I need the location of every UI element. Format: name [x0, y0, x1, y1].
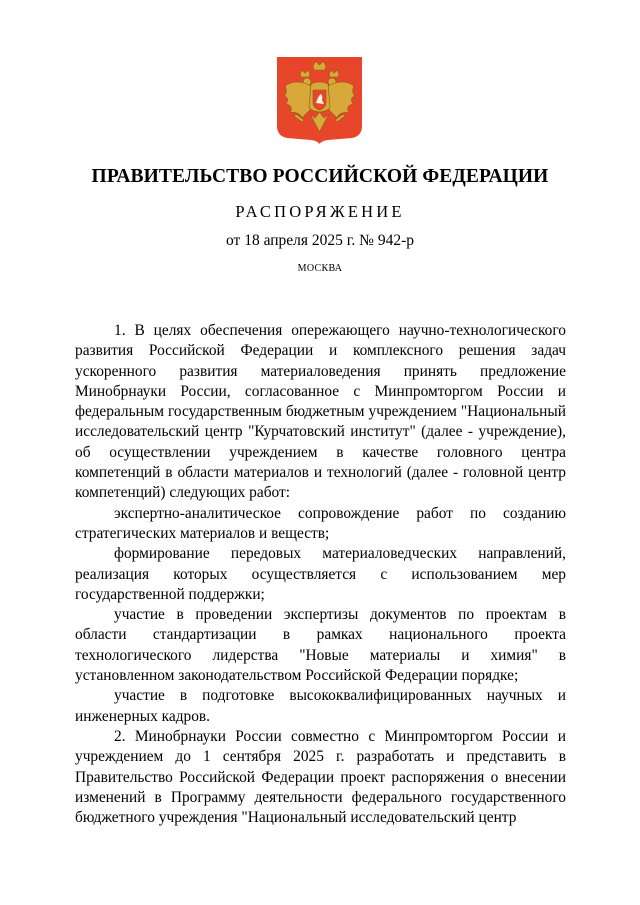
document-body	[75, 321, 566, 828]
list-item-personnel: участие в подготовке высококвалифицированных научных и инженерных кадров.	[75, 687, 566, 725]
list-item-directions: формирование передовых материаловедческих направлений, реализация которых осуществляется с использованием мер государственной поддержки;	[75, 545, 566, 603]
paragraph-2: 2. Минобрнауки России совместно с Минпромторгом России и учреждением до 1 сентября 2025 г. разработать и представить в Правительство Российской Федерации проект распоряжения о внесении изменений в Программу деятельности федерального государственного бюджетного учреждения "Национальный исследовательский центр	[75, 727, 566, 827]
list-item-expertise: участие в проведении экспертизы документов по проектам в области стандартизации в рамках национального проекта технологического лидерства "Новые материалы и химия" в установленном законодательством Российской Федерации порядке;	[75, 606, 566, 685]
document-city: МОСКВА	[297, 263, 343, 274]
list-item-analytics: экспертно-аналитическое сопровождение работ по созданию стратегических материалов и веществ;	[75, 504, 566, 542]
document-date-number: от 18 апреля 2025 г. № 942-р	[226, 232, 414, 249]
government-title: ПРАВИТЕЛЬСТВО РОССИЙСКОЙ ФЕДЕРАЦИИ	[91, 166, 549, 187]
coat-of-arms-icon	[276, 56, 363, 144]
document-type: РАСПОРЯЖЕНИЕ	[235, 202, 405, 221]
paragraph-1: 1. В целях обеспечения опережающего научно-технологического развития Российской Федерации и комплексного решения задач ускоренного развития материаловедения принять предложение Минобрнауки России, согласованное с Минпромторгом России и федеральным государственным бюджетным учреждением "Национальный исследовательский центр "Курчатовский институт" (далее - учреждение), об осуществлении учреждением в качестве головного центра компетенций в области материалов и технологий (далее - головной центр компетенций) следующих работ:	[75, 322, 566, 502]
